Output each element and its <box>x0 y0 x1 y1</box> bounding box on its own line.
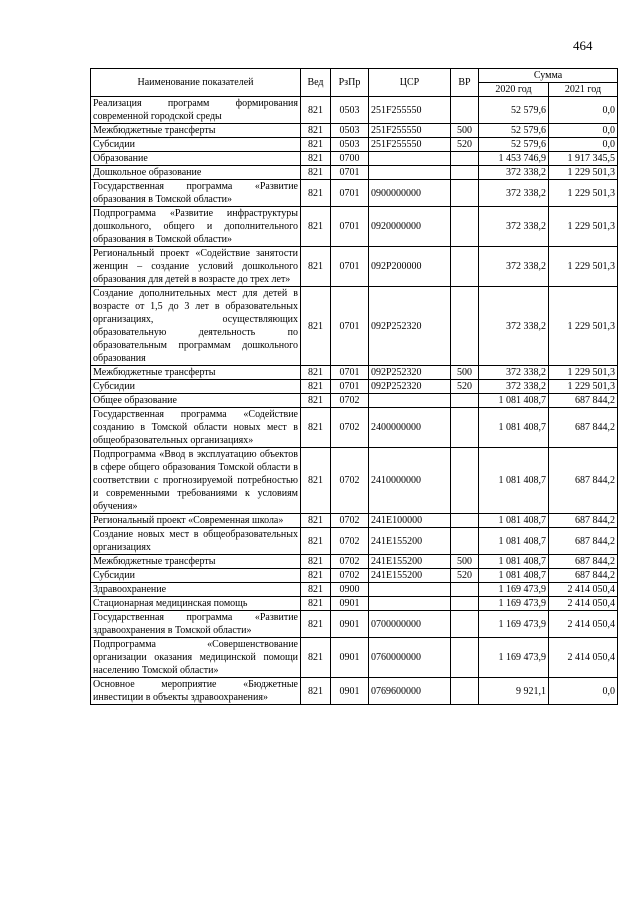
row-rzpr: 0900 <box>331 583 369 597</box>
row-rzpr: 0702 <box>331 514 369 528</box>
row-vr: 500 <box>451 555 479 569</box>
header-csr: ЦСР <box>369 69 451 97</box>
table-row <box>91 569 618 583</box>
header-2021: 2021 год <box>549 83 618 97</box>
row-rzpr: 0701 <box>331 287 369 366</box>
row-vr <box>451 448 479 514</box>
row-name: Межбюджетные трансферты <box>91 366 301 380</box>
row-sum-2020: 1 169 473,9 <box>479 583 549 597</box>
header-rzpr: РзПр <box>331 69 369 97</box>
table-row <box>91 380 618 394</box>
row-name: Государственная программа «Развитие образования в Томской области» <box>91 180 301 207</box>
row-csr: 092P252320 <box>369 366 451 380</box>
row-vr <box>451 152 479 166</box>
row-sum-2021: 687 844,2 <box>549 448 618 514</box>
row-sum-2020: 372 338,2 <box>479 366 549 380</box>
row-csr <box>369 394 451 408</box>
row-csr: 251F255550 <box>369 97 451 124</box>
row-rzpr: 0503 <box>331 124 369 138</box>
row-ved: 821 <box>301 583 331 597</box>
row-ved: 821 <box>301 448 331 514</box>
row-rzpr: 0702 <box>331 394 369 408</box>
row-sum-2021: 687 844,2 <box>549 514 618 528</box>
row-name: Государственная программа «Развитие здравоохранения в Томской области» <box>91 611 301 638</box>
row-sum-2021: 687 844,2 <box>549 408 618 448</box>
row-csr: 2410000000 <box>369 448 451 514</box>
row-ved: 821 <box>301 597 331 611</box>
row-name: Субсидии <box>91 569 301 583</box>
header-2020: 2020 год <box>479 83 549 97</box>
table-row <box>91 152 618 166</box>
row-ved: 821 <box>301 408 331 448</box>
row-csr: 092P252320 <box>369 287 451 366</box>
row-sum-2021: 1 229 501,3 <box>549 207 618 247</box>
row-rzpr: 0701 <box>331 180 369 207</box>
row-ved: 821 <box>301 166 331 180</box>
row-sum-2021: 0,0 <box>549 678 618 705</box>
row-sum-2020: 1 081 408,7 <box>479 514 549 528</box>
row-sum-2020: 1 169 473,9 <box>479 638 549 678</box>
row-sum-2020: 1 169 473,9 <box>479 611 549 638</box>
row-csr <box>369 152 451 166</box>
row-sum-2021: 687 844,2 <box>549 569 618 583</box>
row-ved: 821 <box>301 514 331 528</box>
row-csr: 241E100000 <box>369 514 451 528</box>
row-sum-2020: 1 081 408,7 <box>479 555 549 569</box>
row-sum-2020: 9 921,1 <box>479 678 549 705</box>
row-name: Основное мероприятие «Бюджетные инвестиции в объекты здравоохранения» <box>91 678 301 705</box>
row-csr <box>369 583 451 597</box>
row-sum-2021: 2 414 050,4 <box>549 597 618 611</box>
table-row <box>91 678 618 705</box>
row-csr <box>369 166 451 180</box>
row-rzpr: 0701 <box>331 247 369 287</box>
row-rzpr: 0503 <box>331 97 369 124</box>
row-name: Государственная программа «Содействие созданию в Томской области новых мест в общеобразовательных организациях» <box>91 408 301 448</box>
row-ved: 821 <box>301 611 331 638</box>
table-row <box>91 638 618 678</box>
row-csr: 2400000000 <box>369 408 451 448</box>
row-sum-2020: 372 338,2 <box>479 380 549 394</box>
row-csr: 0769600000 <box>369 678 451 705</box>
row-vr <box>451 638 479 678</box>
row-vr <box>451 514 479 528</box>
row-name: Подпрограмма «Совершенствование организации оказания медицинской помощи населению Томской области» <box>91 638 301 678</box>
row-name: Субсидии <box>91 138 301 152</box>
row-ved: 821 <box>301 638 331 678</box>
row-csr: 251F255550 <box>369 138 451 152</box>
row-sum-2021: 0,0 <box>549 138 618 152</box>
row-sum-2020: 1 081 408,7 <box>479 528 549 555</box>
row-vr <box>451 678 479 705</box>
row-sum-2020: 1 453 746,9 <box>479 152 549 166</box>
row-sum-2020: 52 579,6 <box>479 97 549 124</box>
table-row <box>91 166 618 180</box>
row-vr <box>451 528 479 555</box>
row-name: Межбюджетные трансферты <box>91 555 301 569</box>
row-sum-2020: 372 338,2 <box>479 207 549 247</box>
table-row <box>91 180 618 207</box>
row-sum-2020: 372 338,2 <box>479 166 549 180</box>
row-name: Межбюджетные трансферты <box>91 124 301 138</box>
row-ved: 821 <box>301 180 331 207</box>
row-ved: 821 <box>301 569 331 583</box>
row-vr <box>451 583 479 597</box>
table-row <box>91 528 618 555</box>
row-sum-2021: 687 844,2 <box>549 555 618 569</box>
table-row <box>91 611 618 638</box>
row-csr: 241E155200 <box>369 555 451 569</box>
row-ved: 821 <box>301 97 331 124</box>
row-sum-2020: 1 081 408,7 <box>479 408 549 448</box>
row-ved: 821 <box>301 124 331 138</box>
row-ved: 821 <box>301 380 331 394</box>
row-ved: 821 <box>301 394 331 408</box>
row-ved: 821 <box>301 678 331 705</box>
row-csr <box>369 597 451 611</box>
row-sum-2021: 2 414 050,4 <box>549 638 618 678</box>
row-ved: 821 <box>301 366 331 380</box>
row-ved: 821 <box>301 528 331 555</box>
row-sum-2020: 1 081 408,7 <box>479 448 549 514</box>
row-ved: 821 <box>301 555 331 569</box>
table-row <box>91 408 618 448</box>
row-ved: 821 <box>301 152 331 166</box>
table-row <box>91 97 618 124</box>
row-sum-2020: 372 338,2 <box>479 287 549 366</box>
row-sum-2021: 2 414 050,4 <box>549 583 618 597</box>
row-csr: 251F255550 <box>369 124 451 138</box>
header-sum: Сумма <box>479 69 618 83</box>
page-number: 464 <box>573 38 593 53</box>
row-rzpr: 0901 <box>331 611 369 638</box>
row-name: Региональный проект «Современная школа» <box>91 514 301 528</box>
table-row <box>91 597 618 611</box>
table-row <box>91 138 618 152</box>
header-ved: Вед <box>301 69 331 97</box>
row-vr <box>451 408 479 448</box>
row-sum-2020: 52 579,6 <box>479 124 549 138</box>
row-csr: 092P200000 <box>369 247 451 287</box>
row-sum-2021: 687 844,2 <box>549 394 618 408</box>
row-rzpr: 0702 <box>331 528 369 555</box>
row-rzpr: 0901 <box>331 597 369 611</box>
header-vr: ВР <box>451 69 479 97</box>
row-vr <box>451 597 479 611</box>
row-ved: 821 <box>301 287 331 366</box>
row-sum-2021: 1 229 501,3 <box>549 287 618 366</box>
row-sum-2020: 1 081 408,7 <box>479 394 549 408</box>
row-vr <box>451 247 479 287</box>
budget-table <box>90 68 618 705</box>
row-ved: 821 <box>301 207 331 247</box>
row-sum-2020: 1 081 408,7 <box>479 569 549 583</box>
row-name: Реализация программ формирования современной городской среды <box>91 97 301 124</box>
row-rzpr: 0701 <box>331 166 369 180</box>
row-name: Здравоохранение <box>91 583 301 597</box>
row-name: Субсидии <box>91 380 301 394</box>
row-ved: 821 <box>301 247 331 287</box>
row-sum-2021: 2 414 050,4 <box>549 611 618 638</box>
row-sum-2020: 1 169 473,9 <box>479 597 549 611</box>
table-body <box>91 97 618 705</box>
row-sum-2020: 372 338,2 <box>479 180 549 207</box>
row-vr: 500 <box>451 124 479 138</box>
row-sum-2021: 0,0 <box>549 97 618 124</box>
row-rzpr: 0702 <box>331 569 369 583</box>
row-name: Дошкольное образование <box>91 166 301 180</box>
row-rzpr: 0702 <box>331 448 369 514</box>
row-sum-2021: 1 917 345,5 <box>549 152 618 166</box>
row-name: Подпрограмма «Ввод в эксплуатацию объектов в сфере общего образования Томской области в соответствии с прогнозируемой потребностью и современными требованиями к условиям обучения» <box>91 448 301 514</box>
row-vr: 500 <box>451 366 479 380</box>
row-name: Общее образование <box>91 394 301 408</box>
row-ved: 821 <box>301 138 331 152</box>
table-header <box>91 69 618 97</box>
table-row <box>91 583 618 597</box>
row-vr: 520 <box>451 569 479 583</box>
table-row <box>91 287 618 366</box>
row-rzpr: 0700 <box>331 152 369 166</box>
row-sum-2021: 687 844,2 <box>549 528 618 555</box>
row-rzpr: 0702 <box>331 555 369 569</box>
row-rzpr: 0701 <box>331 207 369 247</box>
row-csr: 092P252320 <box>369 380 451 394</box>
row-vr: 520 <box>451 380 479 394</box>
table-row <box>91 555 618 569</box>
row-rzpr: 0702 <box>331 408 369 448</box>
table-row <box>91 247 618 287</box>
row-vr <box>451 180 479 207</box>
row-vr <box>451 97 479 124</box>
row-rzpr: 0701 <box>331 366 369 380</box>
row-rzpr: 0901 <box>331 638 369 678</box>
row-rzpr: 0503 <box>331 138 369 152</box>
row-sum-2021: 1 229 501,3 <box>549 247 618 287</box>
row-csr: 0900000000 <box>369 180 451 207</box>
row-csr: 241E155200 <box>369 528 451 555</box>
table-row <box>91 514 618 528</box>
table-row <box>91 394 618 408</box>
row-name: Образование <box>91 152 301 166</box>
row-name: Создание новых мест в общеобразовательных организациях <box>91 528 301 555</box>
row-name: Стационарная медицинская помощь <box>91 597 301 611</box>
table-row <box>91 124 618 138</box>
row-rzpr: 0701 <box>331 380 369 394</box>
row-vr <box>451 166 479 180</box>
row-csr: 0760000000 <box>369 638 451 678</box>
row-vr <box>451 287 479 366</box>
header-name: Наименование показателей <box>91 69 301 97</box>
row-sum-2021: 1 229 501,3 <box>549 180 618 207</box>
table-row <box>91 448 618 514</box>
row-csr: 241E155200 <box>369 569 451 583</box>
row-csr: 0920000000 <box>369 207 451 247</box>
row-sum-2021: 1 229 501,3 <box>549 366 618 380</box>
row-vr <box>451 611 479 638</box>
row-sum-2021: 1 229 501,3 <box>549 380 618 394</box>
row-rzpr: 0901 <box>331 678 369 705</box>
row-vr <box>451 394 479 408</box>
row-vr: 520 <box>451 138 479 152</box>
row-name: Региональный проект «Содействие занятости женщин – создание условий дошкольного образования для детей в возрасте до трех лет» <box>91 247 301 287</box>
row-sum-2021: 0,0 <box>549 124 618 138</box>
row-name: Создание дополнительных мест для детей в возрасте от 1,5 до 3 лет в образовательных организациях, осуществляющих образовательную деятельность по образовательным программам дошкольного образования <box>91 287 301 366</box>
row-sum-2020: 372 338,2 <box>479 247 549 287</box>
row-sum-2020: 52 579,6 <box>479 138 549 152</box>
table-row <box>91 366 618 380</box>
row-vr <box>451 207 479 247</box>
table-row <box>91 207 618 247</box>
row-csr: 0700000000 <box>369 611 451 638</box>
row-name: Подпрограмма «Развитие инфраструктуры дошкольного, общего и дополнительного образования в Томской области» <box>91 207 301 247</box>
row-sum-2021: 1 229 501,3 <box>549 166 618 180</box>
